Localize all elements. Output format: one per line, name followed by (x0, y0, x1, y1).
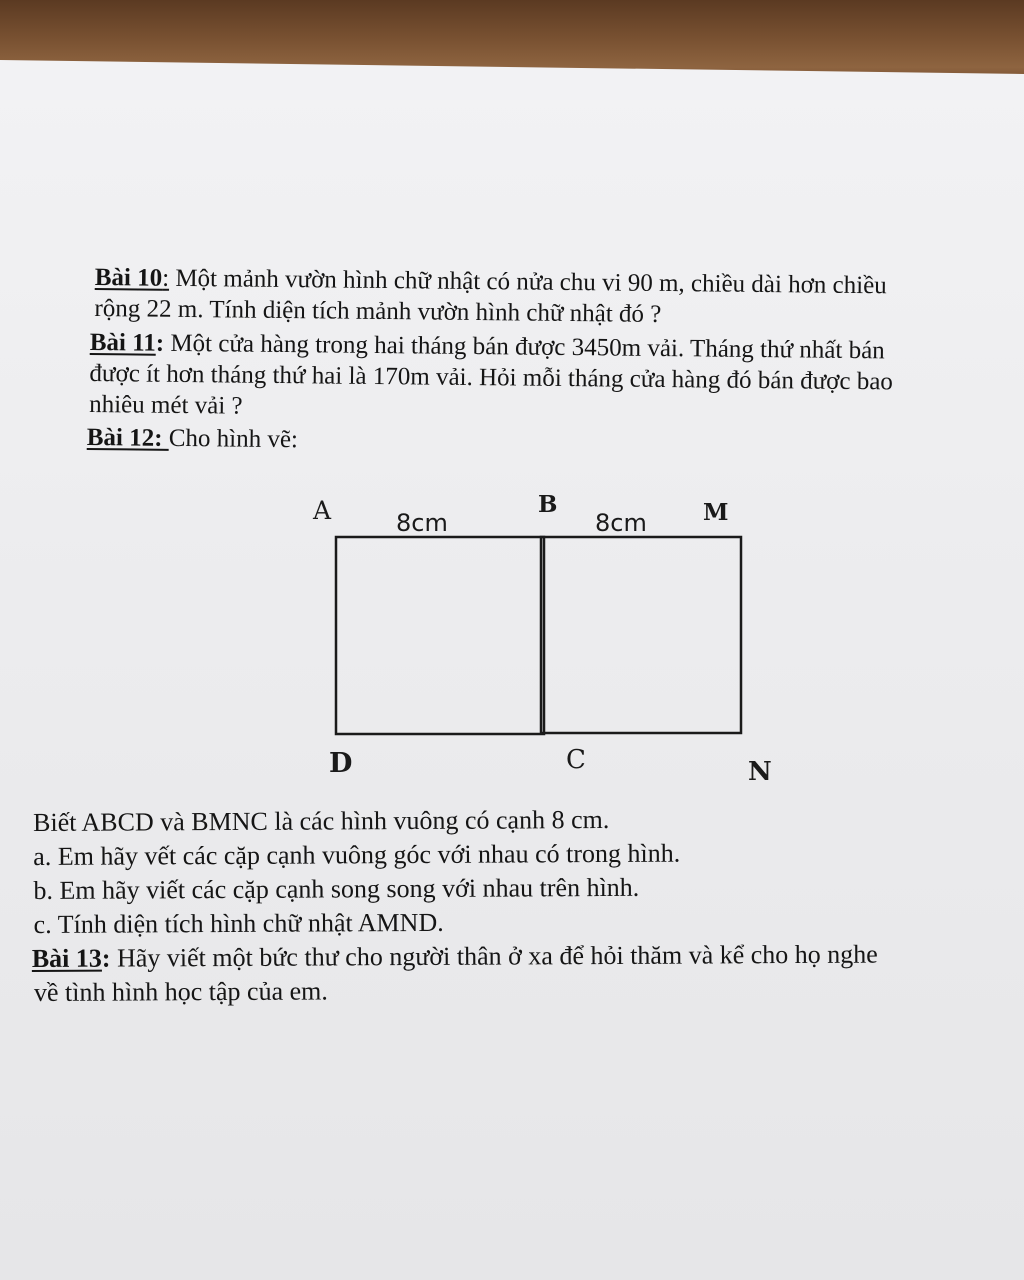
exercise-12-label: Bài 12: (86, 423, 169, 452)
length-label-ab: 8cm (396, 509, 448, 537)
square-abcd (336, 537, 544, 734)
point-label-c: C (566, 745, 586, 775)
exercise-11-line-2: được ít hơn tháng thứ hai là 170m vải. Hỏi mỗi tháng cửa hàng đó bán được bao (89, 359, 894, 396)
exercise-10-label: Bài 10 (94, 263, 163, 292)
exercise-12-questions-and-13 (33, 802, 878, 1010)
exercise-13-line-2: về tình hình học tập của em. (33, 976, 328, 1007)
exercise-13-line-1 (32, 938, 878, 976)
question-a: a. Em hãy vết các cặp cạnh vuông góc với nhau có trong hình. (33, 838, 681, 871)
exercise-11-label: Bài 11 (89, 328, 156, 357)
exercise-12-text: Cho hình vẽ: (168, 424, 299, 454)
point-label-m: M (703, 499, 729, 526)
exercise-11-colon: : (155, 329, 165, 357)
exercise-13-text-1: Hãy viết một bức thư cho người thân ở xa để hỏi thăm và kể cho họ nghe (110, 939, 878, 973)
exercise-13-label: Bài 13 (31, 943, 102, 974)
exercise-11-line-3: nhiêu mét vải ? (89, 390, 243, 420)
point-label-b: B (538, 491, 558, 518)
question-b: b. Em hãy viết các cặp cạnh song song với nhau trên hình. (33, 872, 640, 905)
square-bmnc (541, 537, 741, 733)
exercise-13-colon: : (101, 943, 111, 973)
length-label-bm: 8cm (595, 509, 647, 537)
point-label-n: N (748, 757, 772, 787)
exercise-10-text-1: Một mảnh vườn hình chữ nhật có nửa chu vi 90 m, chiều dài hơn chiều (169, 264, 887, 300)
exercise-11-text-1: Một cửa hàng trong hai tháng bán được 3450m vải. Tháng thứ nhất bán (164, 329, 885, 365)
point-label-a: A (313, 496, 332, 525)
question-c: c. Tính diện tích hình chữ nhật AMND. (33, 907, 444, 939)
given-statement: Biết ABCD và BMNC là các hình vuông có cạnh 8 cm. (33, 804, 610, 837)
exercise-10-colon: : (162, 264, 170, 292)
exercise-10-line-2: rộng 22 m. Tính diện tích mảnh vườn hình chữ nhật đó ? (94, 294, 662, 328)
point-label-d: D (329, 748, 353, 779)
